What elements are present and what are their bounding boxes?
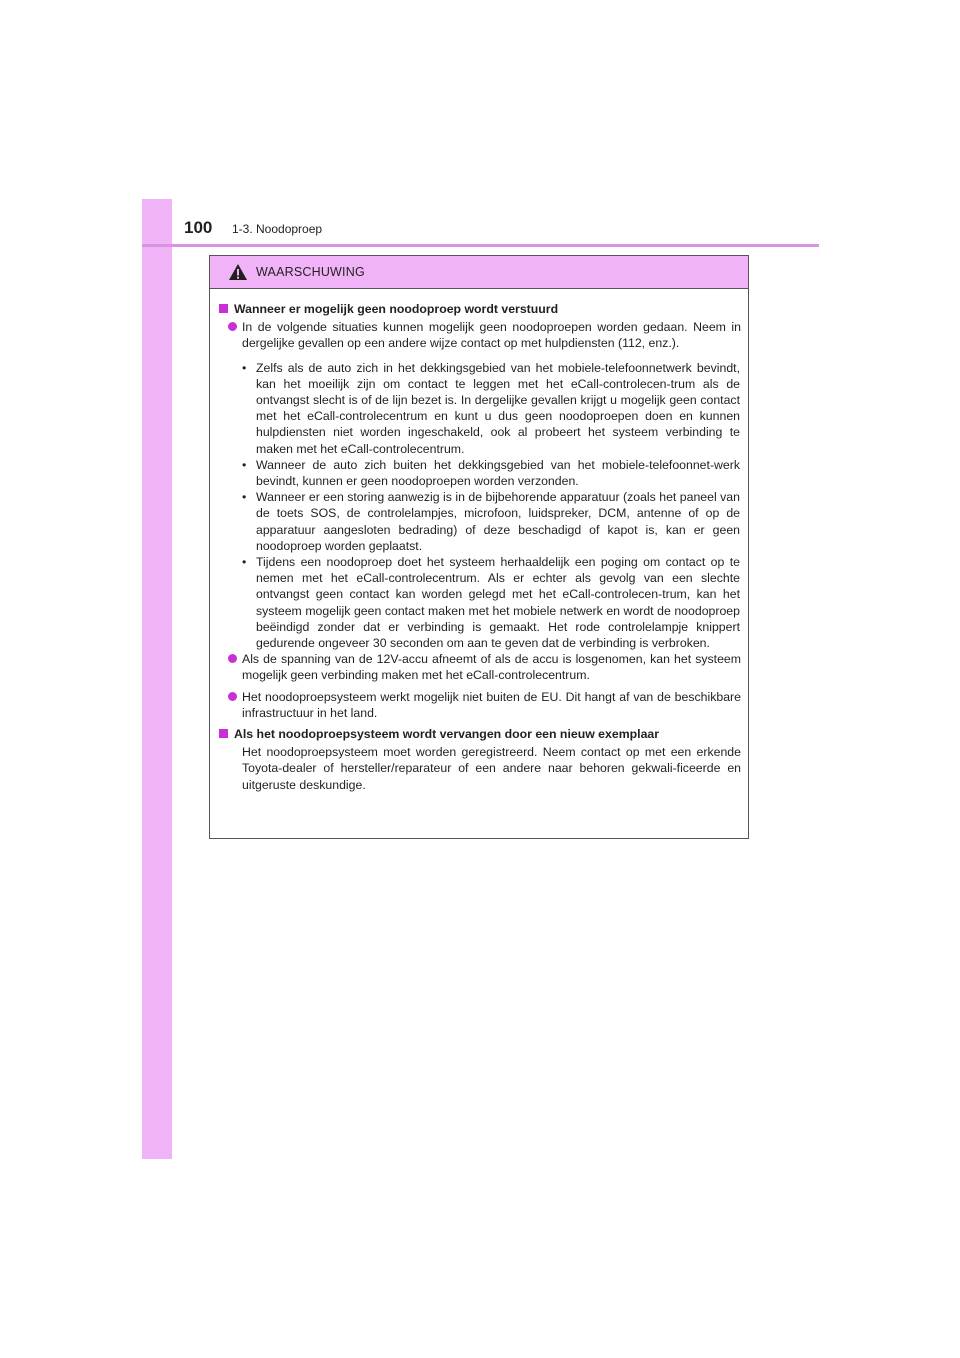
list-item-text: In de volgende situaties kunnen mogelijk geen noodoproepen worden gedaan. Neem in dergelijke gevallen op een andere wijze contact op met hulpdiensten (112, enz.). bbox=[242, 320, 741, 351]
bullet-icon: • bbox=[242, 490, 247, 505]
bullet-icon: • bbox=[242, 360, 247, 375]
list-item bbox=[219, 651, 741, 683]
sub-list-item-text: Tijdens een noodoproep doet het systeem herhaaldelijk een poging om contact op te nemen met het eCall-controlecentrum. Als er echter als gevolg van een slechte ontvangst geen contact kan worden gelegd met het eCall-controlecen-trum, kan het systeem mogelijk geen contact maken met het mobiele netwerk en wordt de noodoproep beëindigd zonder dat er verbinding is gemaakt. Het rode controlelampje knippert gedurende ongeveer 30 seconden om aan te geven dat de verbinding is verbroken. bbox=[256, 555, 740, 651]
header-rule bbox=[142, 244, 819, 247]
page-number: 100 bbox=[184, 218, 213, 237]
bullet-icon: • bbox=[242, 457, 247, 472]
section-title: 1-3. Noodoproep bbox=[232, 222, 323, 236]
warning-title: WAARSCHUWING bbox=[256, 265, 365, 279]
sub-list-item-text: Wanneer de auto zich buiten het dekkingsgebied van het mobiele-telefoonnet-werk bevindt, kunnen er geen noodoproepen worden verzonden. bbox=[256, 457, 740, 489]
square-bullet-icon bbox=[219, 304, 228, 313]
chapter-side-tab bbox=[142, 199, 172, 1159]
warning-triangle-icon bbox=[228, 263, 248, 281]
section-heading-text: Als het noodoproepsysteem wordt vervangen door een nieuw exemplaar bbox=[234, 727, 660, 742]
warning-body bbox=[210, 289, 748, 793]
warning-header bbox=[210, 256, 748, 289]
list-item-text: Het noodoproepsysteem werkt mogelijk niet buiten de EU. Dit hangt af van de beschikbare infrastructuur in het land. bbox=[242, 689, 741, 720]
list-item bbox=[219, 319, 741, 351]
square-bullet-icon bbox=[219, 729, 228, 738]
sub-list-item bbox=[219, 554, 741, 651]
sub-list-item bbox=[219, 457, 741, 489]
list-item bbox=[219, 689, 741, 721]
section-heading bbox=[219, 301, 741, 317]
round-bullet-icon bbox=[228, 654, 237, 663]
bullet-icon: • bbox=[242, 555, 247, 570]
section-text: Het noodoproepsysteem moet worden geregistreerd. Neem contact op met een erkende Toyota-dealer of hersteller/reparateur of een andere naar behoren gekwali-ficeerde en uitgeruste deskundige. bbox=[242, 745, 741, 792]
section-heading-text: Wanneer er mogelijk geen noodoproep wordt verstuurd bbox=[234, 302, 559, 316]
sub-list-item bbox=[219, 360, 741, 457]
sub-list-item-text: Zelfs als de auto zich in het dekkingsgebied van het mobiele-telefoonnetwerk bevindt, kan het moeilijk zijn om contact te leggen met het eCall-controlecen-trum als de ontvangst slecht is of de lijn bezet is. In dergelijke gevallen krijgt u mogelijk geen contact met het eCall-controlecentrum en kunt u dus geen noodoproepen doen en kunnen hulpdiensten niet worden ingeschakeld, ook al probeert het systeem verbinding te maken met het eCall-controlecentrum. bbox=[256, 360, 740, 456]
round-bullet-icon bbox=[228, 692, 237, 701]
round-bullet-icon bbox=[228, 322, 237, 331]
warning-box bbox=[209, 255, 749, 839]
sub-list-item bbox=[219, 489, 741, 554]
section-heading bbox=[219, 726, 741, 742]
sub-list-item-text: Wanneer er een storing aanwezig is in de bijbehorende apparatuur (zoals het paneel van de toets SOS, de controlelampjes, microfoon, luidspreker, DCM, antenne of op de apparatuur aangesloten bedrading) of deze beschadigd of kapot is, kan er geen noodoproep worden geplaatst. bbox=[256, 490, 740, 553]
list-item-text: Als de spanning van de 12V-accu afneemt of als de accu is losgenomen, kan het systeem mogelijk geen verbinding maken met het eCall-controlecentrum. bbox=[242, 652, 741, 683]
